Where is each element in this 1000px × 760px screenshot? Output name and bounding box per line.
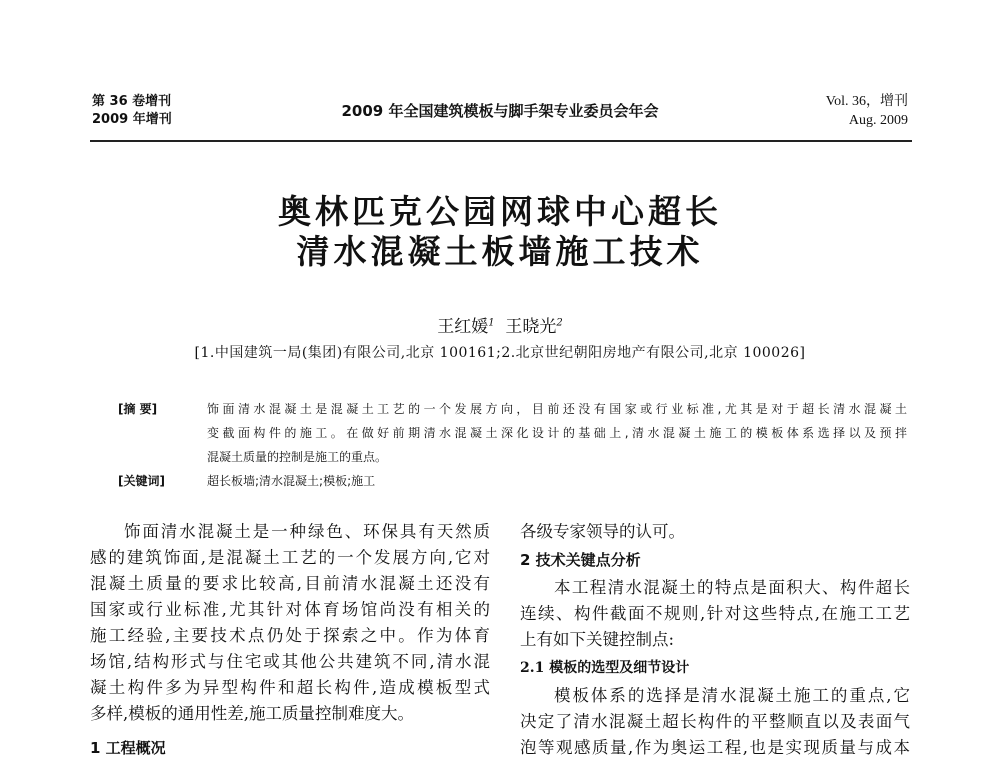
author-name: 王晓光: [505, 317, 557, 337]
keywords-label: [关键词]: [118, 474, 165, 488]
header-rule: [90, 140, 912, 142]
body-line: 上有如下关键控制点:: [520, 630, 675, 649]
section-heading-1: 1 工程概况: [90, 739, 166, 757]
author-affil-mark: 2: [556, 317, 563, 329]
subsection-heading-2-1: 2.1 模板的选型及细节设计: [520, 660, 690, 676]
affiliation: [1.中国建筑一局(集团)有限公司,北京 100161;2.北京世纪朝阳房地产有限公司,北京 100026]: [194, 345, 806, 361]
date-line: Aug. 2009: [848, 113, 908, 128]
running-header: 2009 年全国建筑模板与脚手架专业委员会年会: [341, 102, 659, 120]
section-heading-2: 2 技术关键点分析: [520, 551, 641, 569]
author-name: 王红媛: [437, 317, 489, 337]
volume-en-line: Vol. 36，增刊: [825, 94, 908, 109]
volume-line: 第 36 卷增刊: [92, 94, 172, 109]
journal-volume-en: [826, 92, 908, 130]
body-line: 混凝土质量的要求比较高,目前清水混凝土还没有: [90, 574, 490, 593]
body-line: 泡等观感质量,作为奥运工程,也是实现质量与成本: [520, 738, 910, 757]
title-line-2: 清水混凝土板墙施工技术: [296, 232, 704, 271]
body-line: 各级专家领导的认可。: [520, 522, 685, 541]
body-line: 模板体系的选择是清水混凝土施工的重点,它: [554, 686, 910, 705]
body-line: 场馆,结构形式与住宅或其他公共建筑不同,清水混: [90, 652, 490, 671]
body-line: 感的建筑饰面,是混凝土工艺的一个发展方向,它对: [90, 548, 490, 567]
authors: [0, 312, 1000, 337]
abstract-label: [摘 要]: [118, 402, 158, 416]
author-affil-mark: 1: [488, 317, 495, 329]
abstract-line: 变截面构件的施工。在做好前期清水混凝土深化设计的基础上,清水混凝土施工的模板体系选择以及预拌: [207, 426, 907, 440]
keywords-text: 超长板墙;清水混凝土;模板;施工: [207, 474, 376, 488]
body-line: 多样,模板的通用性差,施工质量控制难度大。: [90, 704, 414, 723]
abstract-line: 饰面清水混凝土是混凝土工艺的一个发展方向，目前还没有国家或行业标准,尤其是对于超长清水混凝土: [207, 402, 907, 416]
body-line: 连续、构件截面不规则,针对这些特点,在施工工艺: [520, 604, 910, 623]
body-line: 饰面清水混凝土是一种绿色、环保具有天然质: [124, 522, 490, 541]
body-line: 施工经验,主要技术点仍处于探索之中。作为体育: [90, 626, 490, 645]
body-line: 决定了清水混凝土超长构件的平整顺直以及表面气: [520, 712, 910, 731]
body-line: 国家或行业标准,尤其针对体育场馆尚没有相关的: [90, 600, 490, 619]
body-line: 凝土构件多为异型构件和超长构件,造成模板型式: [90, 678, 490, 697]
abstract-line: 混凝土质量的控制是施工的重点。: [207, 450, 388, 464]
title-line-1: 奥林匹克公园网球中心超长: [278, 192, 722, 231]
body-line: 本工程清水混凝土的特点是面积大、构件超长: [554, 578, 910, 597]
year-line: 2009 年增刊: [92, 112, 172, 127]
